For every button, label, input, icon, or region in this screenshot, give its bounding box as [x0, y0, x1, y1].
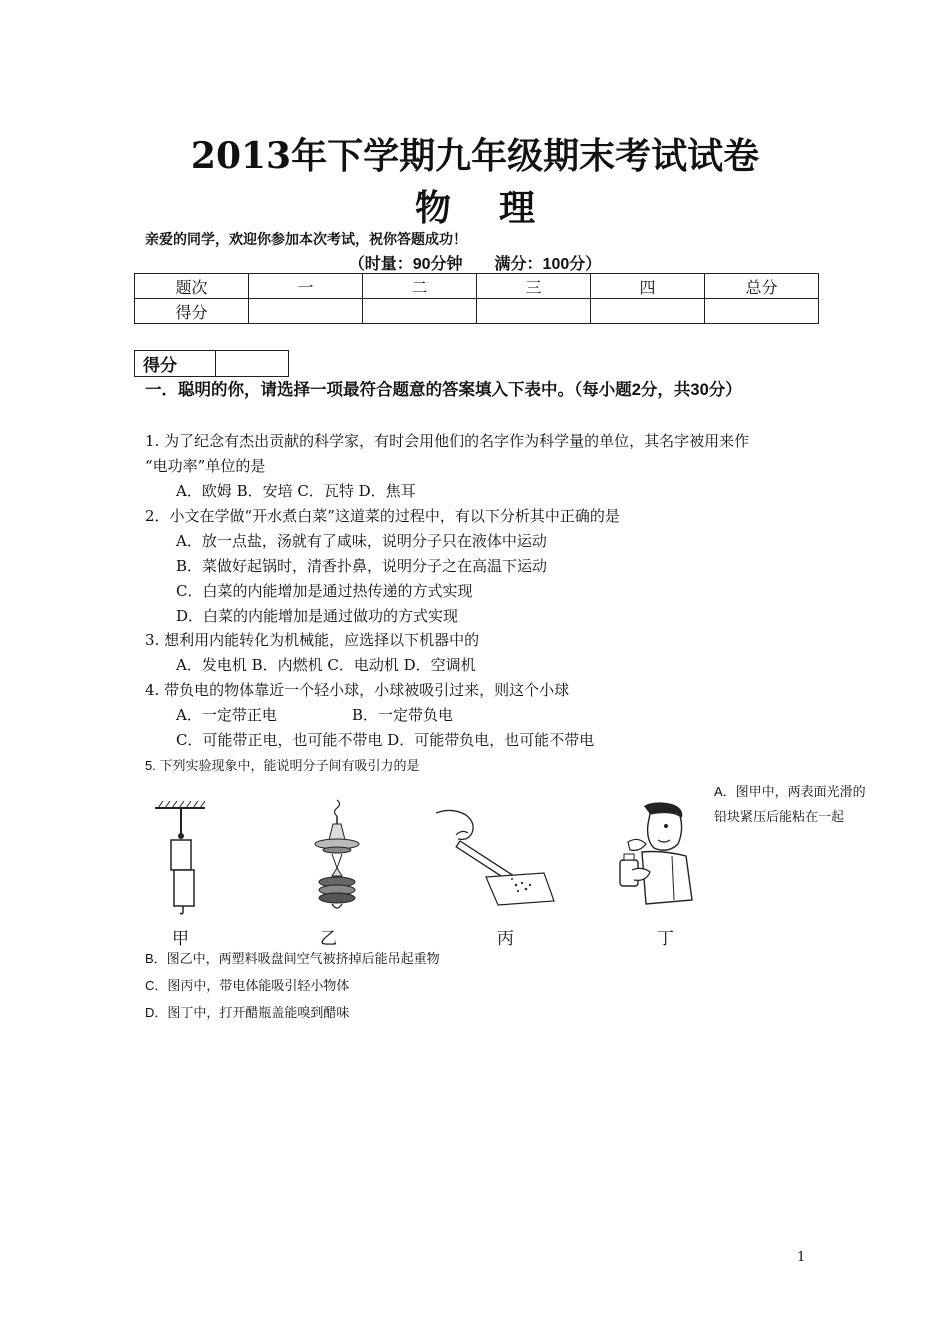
q3-options: A．发电机 B．内燃机 C．电动机 D．空调机 — [176, 656, 476, 674]
score-table — [134, 273, 819, 324]
q3-stem: 3. 想利用内能转化为机械能，应选择以下机器中的 — [145, 631, 480, 649]
q1-stem-line2: “电功率”单位的是 — [145, 457, 266, 475]
section-score-input[interactable] — [216, 351, 289, 377]
score-cell: 总分 — [705, 274, 819, 299]
q2-stem: 2．小文在学做“开水煮白菜”这道菜的过程中，有以下分析其中正确的是 — [145, 507, 620, 525]
q4-option-a: A．一定带正电 — [176, 706, 277, 724]
q1-stem-line1: 1. 为了纪念有杰出贡献的科学家，有时会用他们的名字作为科学量的单位，其名字被用来作 — [145, 432, 750, 450]
q1-options: A．欧姆 B．安培 C．瓦特 D．焦耳 — [176, 482, 416, 500]
q5-option-a-line2: 铅块紧压后能粘在一起 — [714, 809, 845, 824]
score-input-cell[interactable] — [249, 299, 363, 324]
score-cell: 二 — [363, 274, 477, 299]
score-row-label: 得分 — [135, 299, 249, 324]
time-info: （时量：90分钟 满分：100分） — [348, 256, 602, 273]
q4-stem: 4. 带负电的物体靠近一个轻小球，小球被吸引过来，则这个小球 — [145, 681, 570, 699]
score-input-cell[interactable] — [705, 299, 819, 324]
score-input-cell[interactable] — [477, 299, 591, 324]
figure-label-bing: 丙 — [497, 929, 514, 948]
suction-cups-icon — [312, 798, 362, 916]
q2-option-c: C．白菜的内能增加是通过热传递的方式实现 — [176, 582, 473, 600]
subject-char-1: 物 — [414, 187, 451, 229]
figure-label-jia: 甲 — [172, 929, 189, 948]
hanging-lead-blocks-icon — [150, 798, 210, 916]
section-score-box — [134, 350, 289, 377]
figure-label-ding: 丁 — [657, 929, 674, 948]
q5-option-d: D．图丁中，打开醋瓶盖能嗅到醋味 — [145, 1005, 350, 1020]
exam-title: 2013年下学期九年级期末考试试卷 — [190, 135, 760, 177]
page-number: 1 — [797, 1250, 806, 1265]
score-input-cell[interactable] — [591, 299, 705, 324]
q5-option-a-line1: A．图甲中，两表面光滑的 — [714, 784, 866, 799]
score-cell: 题次 — [135, 274, 249, 299]
section-score-label: 得分 — [135, 351, 216, 377]
score-cell: 三 — [477, 274, 591, 299]
q4-option-b: B．一定带负电 — [352, 706, 454, 724]
score-cell: 一 — [249, 274, 363, 299]
greeting-text: 亲爱的同学，欢迎你参加本次考试，祝你答题成功！ — [145, 232, 467, 248]
boy-with-vinegar-bottle-icon — [612, 800, 702, 912]
q5-option-c: C．图丙中，带电体能吸引轻小物体 — [145, 978, 350, 993]
charged-rod-icon — [432, 805, 557, 910]
q2-option-b: B．菜做好起锅时，清香扑鼻，说明分子之在高温下运动 — [176, 557, 548, 575]
score-table-header-row — [135, 274, 819, 299]
q5-option-b: B．图乙中，两塑料吸盘间空气被挤掉后能吊起重物 — [145, 951, 440, 966]
section-heading: 一．聪明的你，请选择一项最符合题意的答案填入下表中。（每小题2分，共30分） — [145, 381, 742, 399]
q2-option-a: A．放一点盐，汤就有了咸味，说明分子只在液体中运动 — [176, 532, 547, 550]
score-table-score-row — [135, 299, 819, 324]
q5-stem: 5. 下列实验现象中，能说明分子间有吸引力的是 — [145, 758, 420, 773]
q2-option-d: D．白菜的内能增加是通过做功的方式实现 — [176, 607, 459, 625]
subject-char-2: 理 — [499, 187, 536, 229]
figure-label-yi: 乙 — [320, 929, 337, 948]
score-cell: 四 — [591, 274, 705, 299]
subject-title — [0, 180, 950, 231]
q4-option-cd: C．可能带正电，也可能不带电 D．可能带负电，也可能不带电 — [176, 731, 595, 749]
score-input-cell[interactable] — [363, 299, 477, 324]
